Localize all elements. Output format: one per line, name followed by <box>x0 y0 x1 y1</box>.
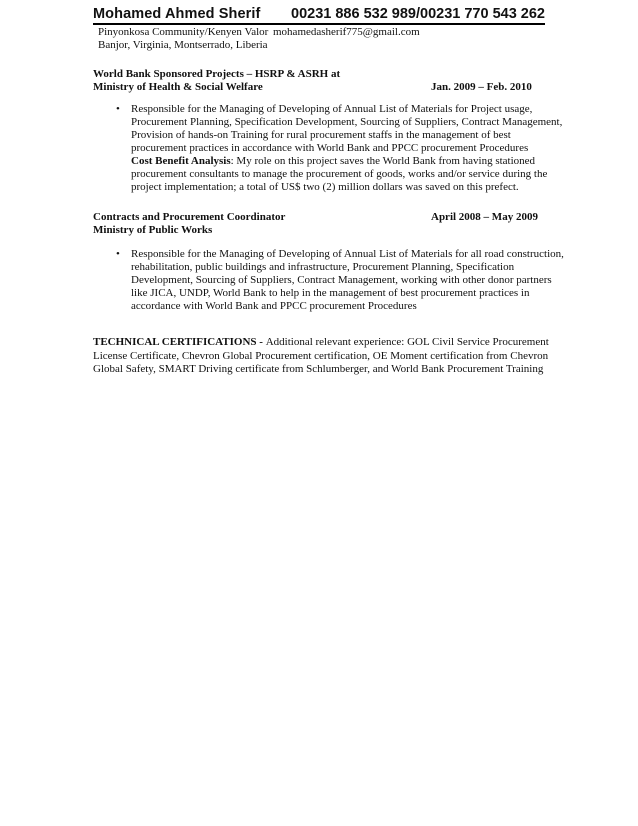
job1-cba-line <box>131 155 546 168</box>
job2-line-5: accordance with World Bank and PPCC procurement Procedures <box>131 300 417 312</box>
job2-dates: April 2008 – May 2009 <box>431 211 538 223</box>
certs-intro: Additional relevant experience: GOL Civil Service Procurement <box>265 336 549 348</box>
job2-line-1: Responsible for the Managing of Developing of Annual List of Materials for all road construction, <box>131 248 564 260</box>
address-line-2: Banjor, Virginia, Montserrado, Liberia <box>98 39 268 51</box>
certs-label: TECHNICAL CERTIFICATIONS - <box>93 336 266 348</box>
address <box>98 26 268 52</box>
job1-cba-line-3: project implementation; a total of US$ two (2) million dollars was saved on this prefect. <box>131 181 519 193</box>
candidate-name: Mohamed Ahmed Sherif <box>93 6 261 22</box>
cba-label: Cost Benefit Analysis <box>131 155 231 167</box>
job1-dates: Jan. 2009 – Feb. 2010 <box>431 81 532 93</box>
address-line-1: Pinyonkosa Community/Kenyen Valor <box>98 26 269 38</box>
job2-description <box>131 248 564 313</box>
bullet-icon: • <box>116 103 120 115</box>
job2-line-3: Development, Sourcing of Suppliers, Contract Management, working with other donor partners <box>131 274 552 286</box>
job2-line-4: like JICA, UNDP, World Bank to help in the management of best procurement practices in <box>131 287 530 299</box>
email-address: mohamedasherif775@gmail.com <box>273 26 420 38</box>
job1-description <box>131 103 563 194</box>
job1-line-1: Responsible for the Managing of Developing of Annual List of Materials for Project usage, <box>131 103 533 115</box>
bullet-icon: • <box>116 248 120 260</box>
job1-line-3: Provision of hands-on Training for rural procurement staffs in the management of best <box>131 129 511 141</box>
job1-title <box>93 68 340 94</box>
certs-line-1 <box>93 336 549 350</box>
header-divider <box>93 23 545 25</box>
job1-line-2: Procurement Planning, Specification Development, Sourcing of Suppliers, Contract Management, <box>131 116 563 128</box>
job1-line-4: procurement practices in accordance with World Bank and PPCC procurement Procedures <box>131 142 529 154</box>
certs-line-2: License Certificate, Chevron Global Procurement certification, OE Moment certification from Chevron <box>93 349 549 362</box>
cba-text: : My role on this project saves the World Bank from having stationed <box>230 155 536 167</box>
job2-title-line-1: Contracts and Procurement Coordinator <box>93 211 286 223</box>
job2-line-2: rehabilitation, public buildings and infrastructure, Procurement Planning, Specification <box>131 261 515 273</box>
job2-title <box>93 211 285 237</box>
job1-cba-line-2: procurement consultants to manage the procurement of goods, works and/or service during the <box>131 168 548 180</box>
job1-title-line-1: World Bank Sponsored Projects – HSRP & ASRH at <box>93 68 341 80</box>
job1-title-line-2: Ministry of Health & Social Welfare <box>93 81 263 93</box>
phone-numbers: 00231 886 532 989/00231 770 543 262 <box>291 6 545 22</box>
technical-certifications <box>93 336 549 377</box>
certs-line-3: Global Safety, SMART Driving certificate from Schlumberger, and World Bank Procurement Training <box>93 363 544 375</box>
job2-title-line-2: Ministry of Public Works <box>93 224 213 236</box>
